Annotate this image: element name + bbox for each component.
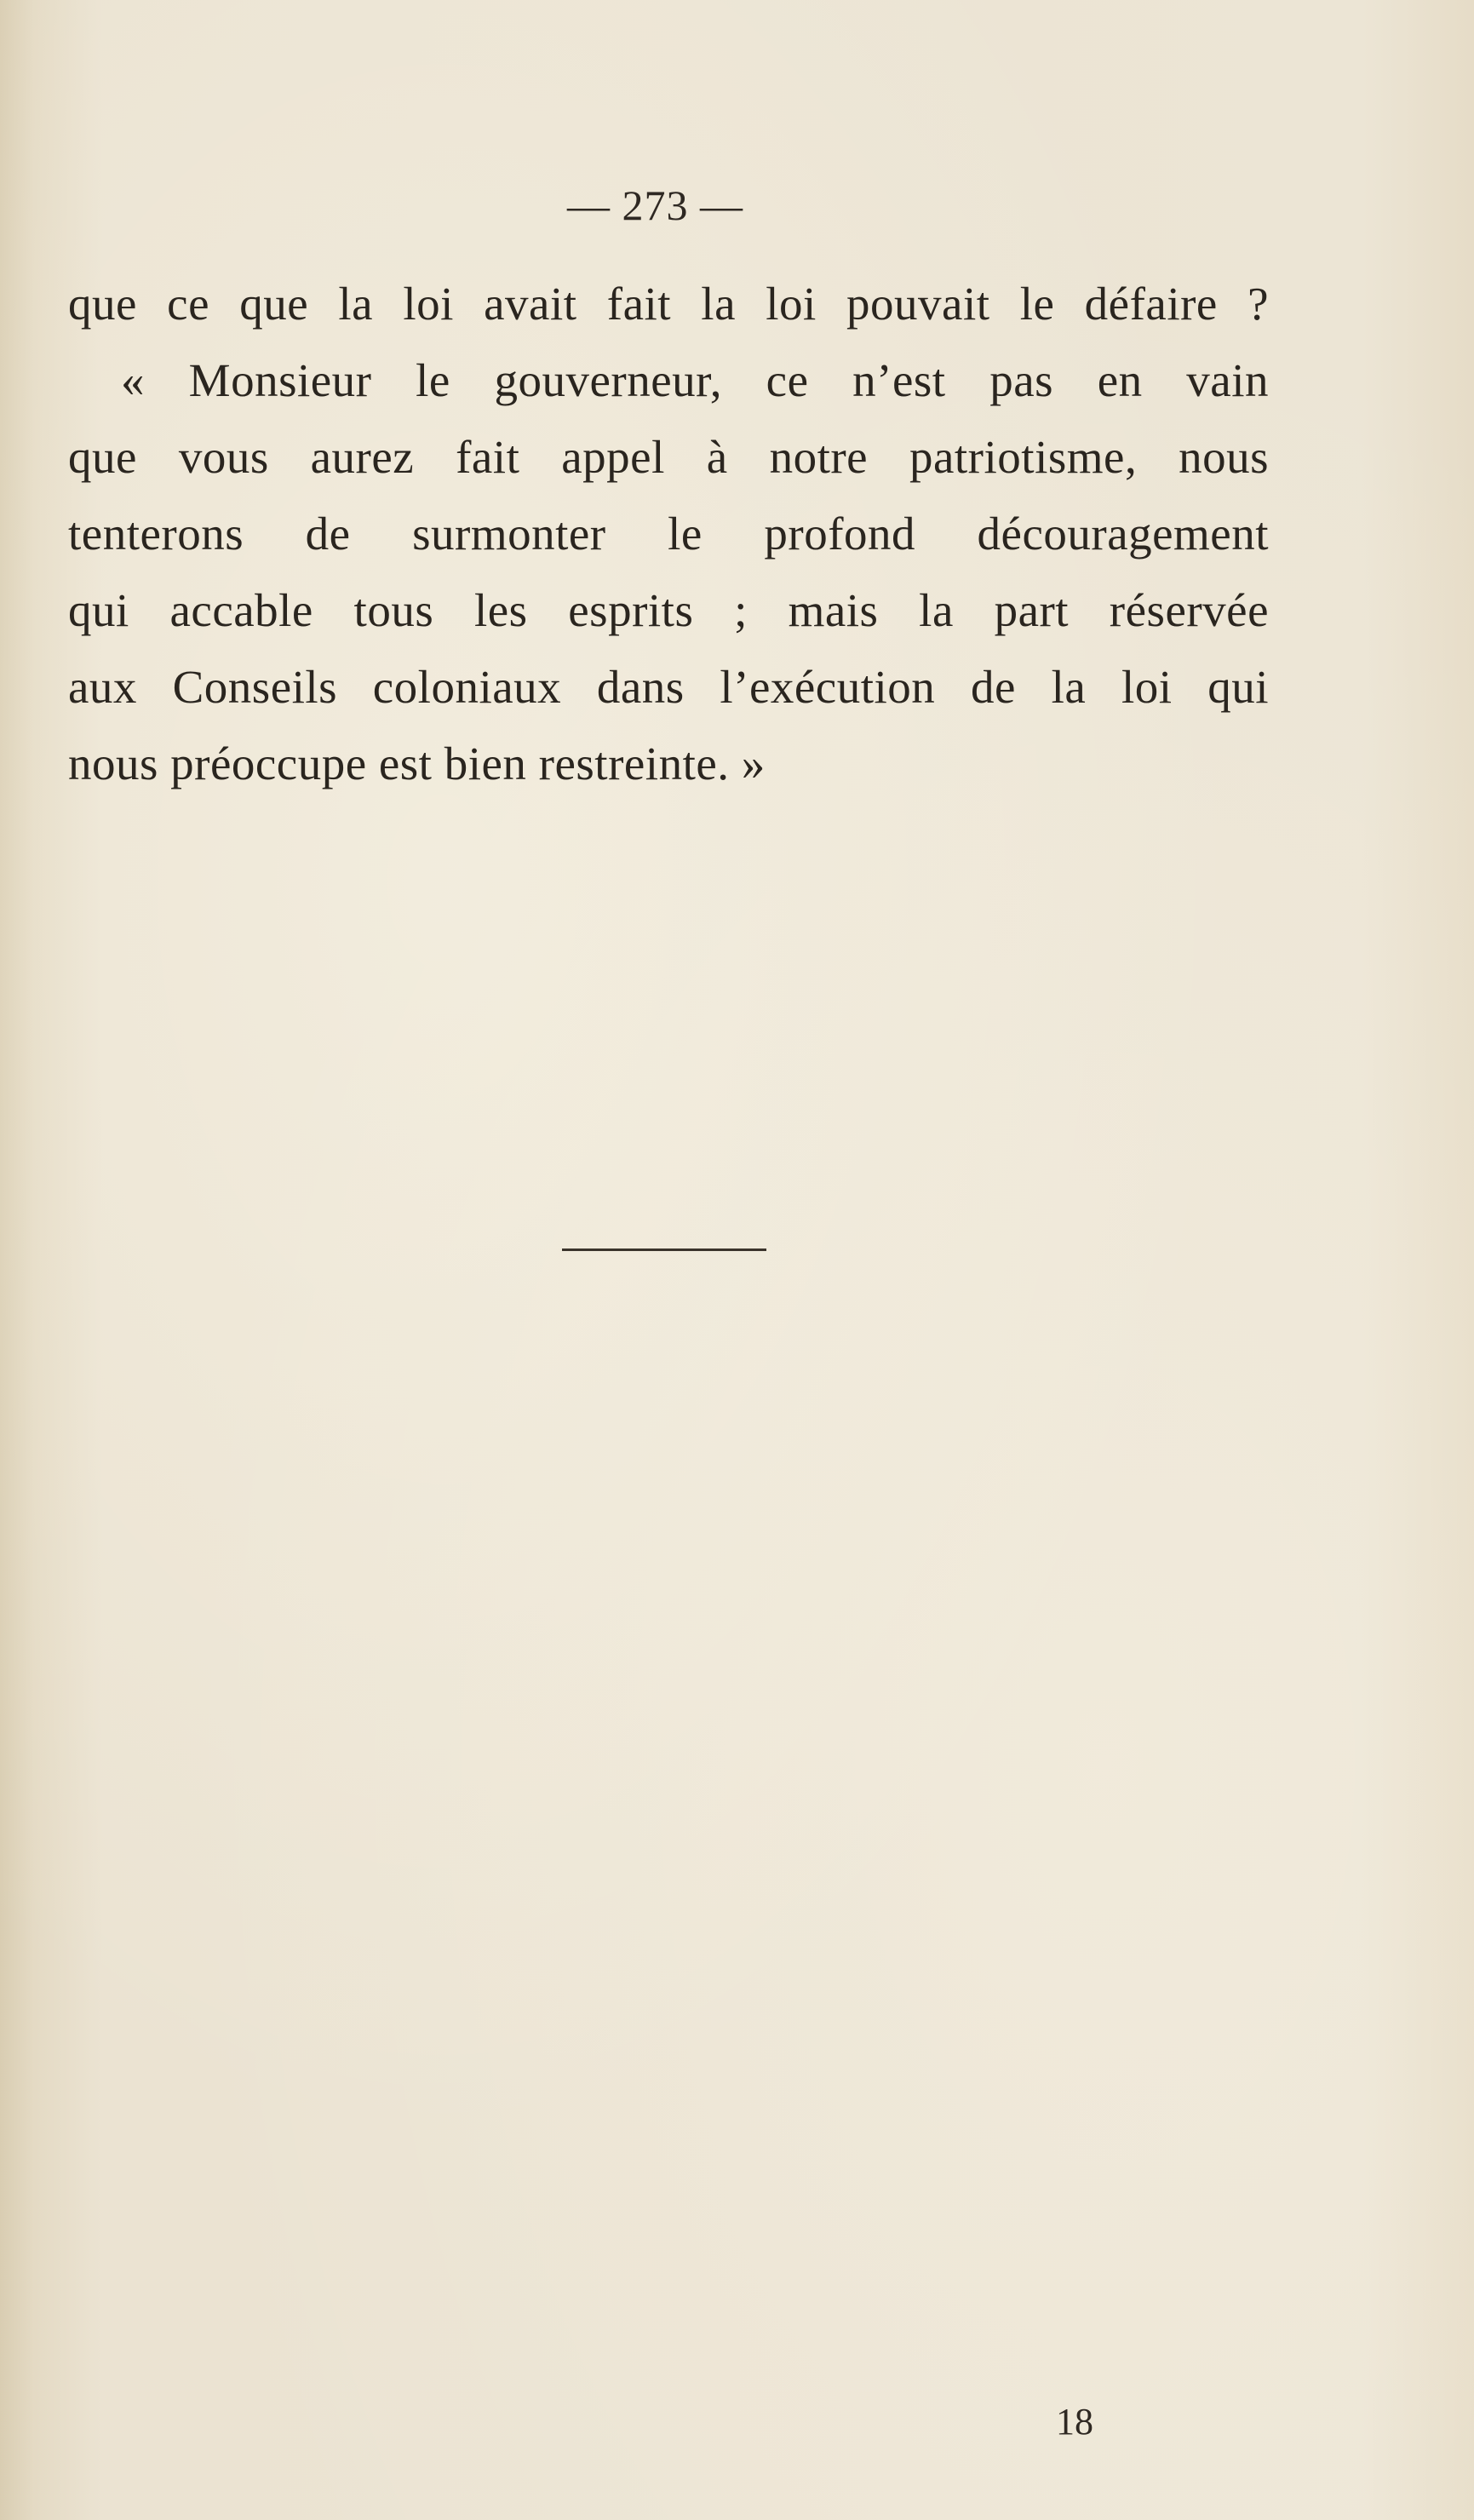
body-text — [68, 266, 1269, 802]
text-line: aux Conseils coloniaux dans l’exécution de la loi qui — [68, 661, 1269, 713]
text-line: nous préoccupe est bien restreinte. » — [68, 738, 766, 789]
section-divider-rule — [562, 1249, 766, 1251]
text-line: que vous aurez fait appel à notre patriotisme, nous — [68, 431, 1269, 483]
signature-mark: 18 — [1056, 2401, 1093, 2443]
text-line: que ce que la loi avait fait la loi pouvait le défaire ? — [68, 278, 1269, 330]
text-line: tenterons de surmonter le profond découragement — [68, 508, 1269, 560]
text-line: qui accable tous les esprits ; mais la part réservée — [68, 584, 1269, 636]
page-number-header: — 273 — — [567, 181, 743, 229]
text-line: « Monsieur le gouverneur, ce n’est pas en vain — [121, 354, 1269, 406]
